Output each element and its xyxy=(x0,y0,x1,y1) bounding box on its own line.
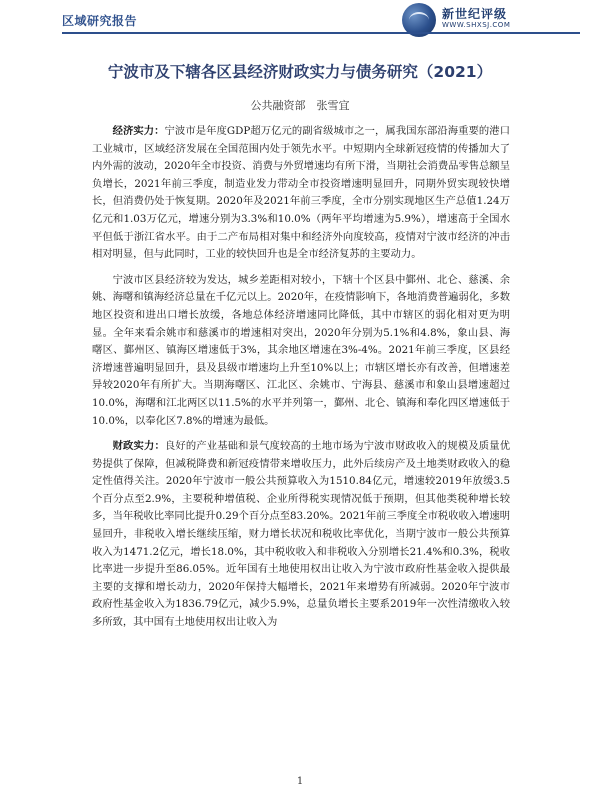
logo-name: 新世纪评级 xyxy=(442,7,508,21)
header-divider xyxy=(62,32,580,34)
logo-url: WWW.SHXSJ.COM xyxy=(442,21,511,29)
paragraph-lead: 财政实力： xyxy=(112,440,165,453)
paragraph-text: 良好的产业基础和景气度较高的土地市场为宁波市财政收入的规模及质量优势提供了保障，但减税降费和新冠疫情带来增收压力，此外后续房产及土地类财政收入的稳定性值得关注。2020年宁波市一般公共预算收入为1510.84亿元，增速较2019年放缓3.5个百分点至2.9%，主要税种增值税、企业所得税实现情况低于预期，但其他类税种增长较多，当年税收比率同比提升0.29个百分点至83.20%。2021年前三季度全市税收收入增速明显回升，非税收入增长继续压缩，财力增长状况和税收比率优化，当期宁波市一般公共预算收入为1471.2亿元，增长18.0%，其中税收收入和非税收入分别增长21.4%和0.3%，税收比率进一步提升至86.05%。近年国有土地使用权出让收入为宁波市政府性基金收入提供最主要的支撑和增长动力，2020年保持大幅增长，2021年来增势有所减弱。2020年宁波市政府性基金收入为1836.79亿元，减少5.9%，总量负增长主要系2019年一次性清缴收入较多所致，其中国有土地使用权出让收入为 xyxy=(92,440,510,629)
author-line: 公共融资部 张雪宜 xyxy=(250,99,350,112)
paragraph-economic-strength xyxy=(92,123,510,264)
paragraph-lead: 经济实力： xyxy=(112,125,165,137)
report-category-label: 区域研究报告 xyxy=(62,14,138,28)
paragraph-fiscal-strength xyxy=(92,438,510,632)
paragraph-district-economy xyxy=(92,272,510,430)
document-title: 宁波市及下辖各区县经济财政实力与债务研究（2021） xyxy=(107,63,493,81)
page-header xyxy=(0,0,600,46)
paragraph-text: 宁波市区县经济较为发达，城乡差距相对较小，下辖十个区县中鄞州、北仑、慈溪、余姚、海曙和镇海经济总量在千亿元以上。2020年，在疫情影响下，各地消费普遍弱化，多数地区投资和进出口增长放缓，各地总体经济增速同比降低，其中市辖区的弱化相对更为明显。全年来看余姚市和慈溪市的增速相对突出，2020年分别为5.1%和4.8%，象山县、海曙区、鄞州区、镇海区增速低于3%，其余地区增速在3%-4%。2021年前三季度，区县经济增速普遍明显回升，县及县级市增速均上升至10%以上；市辖区增长亦有改善，但增速差异较2020年有所扩大。当期海曙区、江北区、余姚市、宁海县、慈溪市和象山县增速超过10.0%，海曙和江北两区以11.5%的水平并列第一，鄞州、北仑、镇海和奉化四区增速低于10.0%，以奉化区7.8%的增速为最低。 xyxy=(92,273,510,427)
page-number: 1 xyxy=(296,776,304,787)
document-body xyxy=(92,123,510,640)
paragraph-text: 宁波市是年度GDP超万亿元的副省级城市之一，属我国东部沿海重要的港口工业城市，区域经济发展在全国范围内处于领先水平。中短期内全球新冠疫情的传播加大了内外需的波动，2020年全市投资、消费与外贸增速均有所下滑，当期社会消费品零售总额呈负增长，2021年前三季度，制造业发力带动全市投资增速明显回升，同期外贸实现较快增长，但消费仍处于恢复期。2020年及2021年前三季度，全市分别实现地区生产总值1.24万亿元和1.03万亿元，增速分别为3.3%和10.0%（两年平均增速为5.9%），增速高于全国水平但低于浙江省水平。由于二产布局相对集中和经济外向度较高，疫情对宁波市经济的冲击相对明显，但与此同时，工业的较快回升也是全市经济复苏的主要动力。 xyxy=(92,125,510,261)
